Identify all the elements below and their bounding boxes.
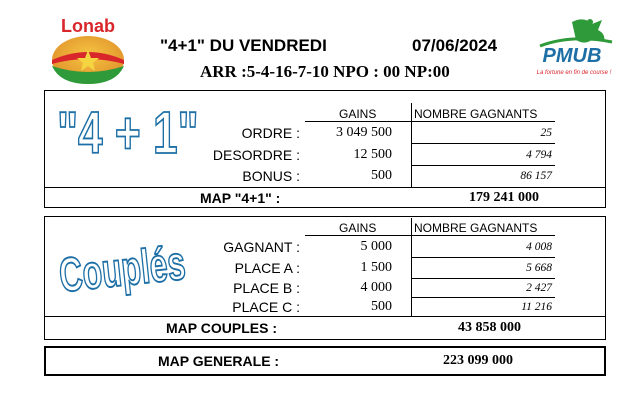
arrival-line: ARR :5-4-16-7-10 NPO : 00 NP:00 [200, 62, 450, 81]
col-header-gains: GAINS [339, 107, 377, 121]
row-winners: 86 157 [520, 170, 552, 182]
col-header-gains: GAINS [339, 221, 377, 235]
pmub-tagline: La fortune en fin de course ! [536, 70, 612, 76]
section-total [44, 346, 606, 376]
row-gain: 12 500 [353, 147, 392, 162]
row-winners: 4 008 [526, 241, 552, 253]
row-label: DESORDRE : [212, 147, 300, 163]
badge-4plus1-text: "4 + 1" [57, 99, 199, 166]
header-underline [305, 121, 555, 122]
badge-couples-text: Couplés [56, 238, 186, 302]
row-gain: 500 [371, 299, 392, 314]
row-label: BONUS : [242, 168, 300, 184]
row-gain: 3 049 500 [336, 125, 392, 140]
page-title: "4+1" DU VENDREDI [160, 36, 327, 55]
map-generale-label: MAP GENERALE : [158, 353, 280, 369]
row-winners: 4 794 [526, 149, 552, 161]
map-4plus1-label: MAP "4+1" : [200, 190, 281, 206]
col-header-winners: NOMBRE GAGNANTS [414, 221, 538, 235]
row-label: PLACE B : [233, 280, 300, 296]
pmub-logo [532, 16, 618, 78]
race-date: 07/06/2024 [412, 36, 498, 55]
lonab-logo [46, 14, 130, 86]
row-gain: 5 000 [360, 239, 392, 254]
lonab-logo-text: Lonab [61, 16, 115, 36]
map-couples-label: MAP COUPLES : [166, 320, 277, 336]
map-generale-value: 223 099 000 [443, 353, 513, 368]
row-winners: 25 [540, 127, 552, 139]
row-gain: 4 000 [360, 280, 392, 295]
row-label: ORDRE : [241, 125, 300, 141]
map-couples-value: 43 858 000 [458, 320, 521, 335]
pmub-logo-text: PMUB [542, 45, 602, 67]
row-winners: 11 216 [521, 301, 552, 313]
row-label: GAGNANT : [223, 239, 300, 255]
row-winners: 5 668 [526, 262, 552, 274]
row-gain: 500 [371, 168, 392, 183]
row-label: PLACE C : [232, 299, 300, 315]
row-gain: 1 500 [360, 260, 392, 275]
map-4plus1-value: 179 241 000 [469, 190, 539, 205]
row-winners: 2 427 [526, 282, 552, 294]
row-label: PLACE A : [234, 260, 300, 276]
col-header-winners: NOMBRE GAGNANTS [414, 107, 538, 121]
